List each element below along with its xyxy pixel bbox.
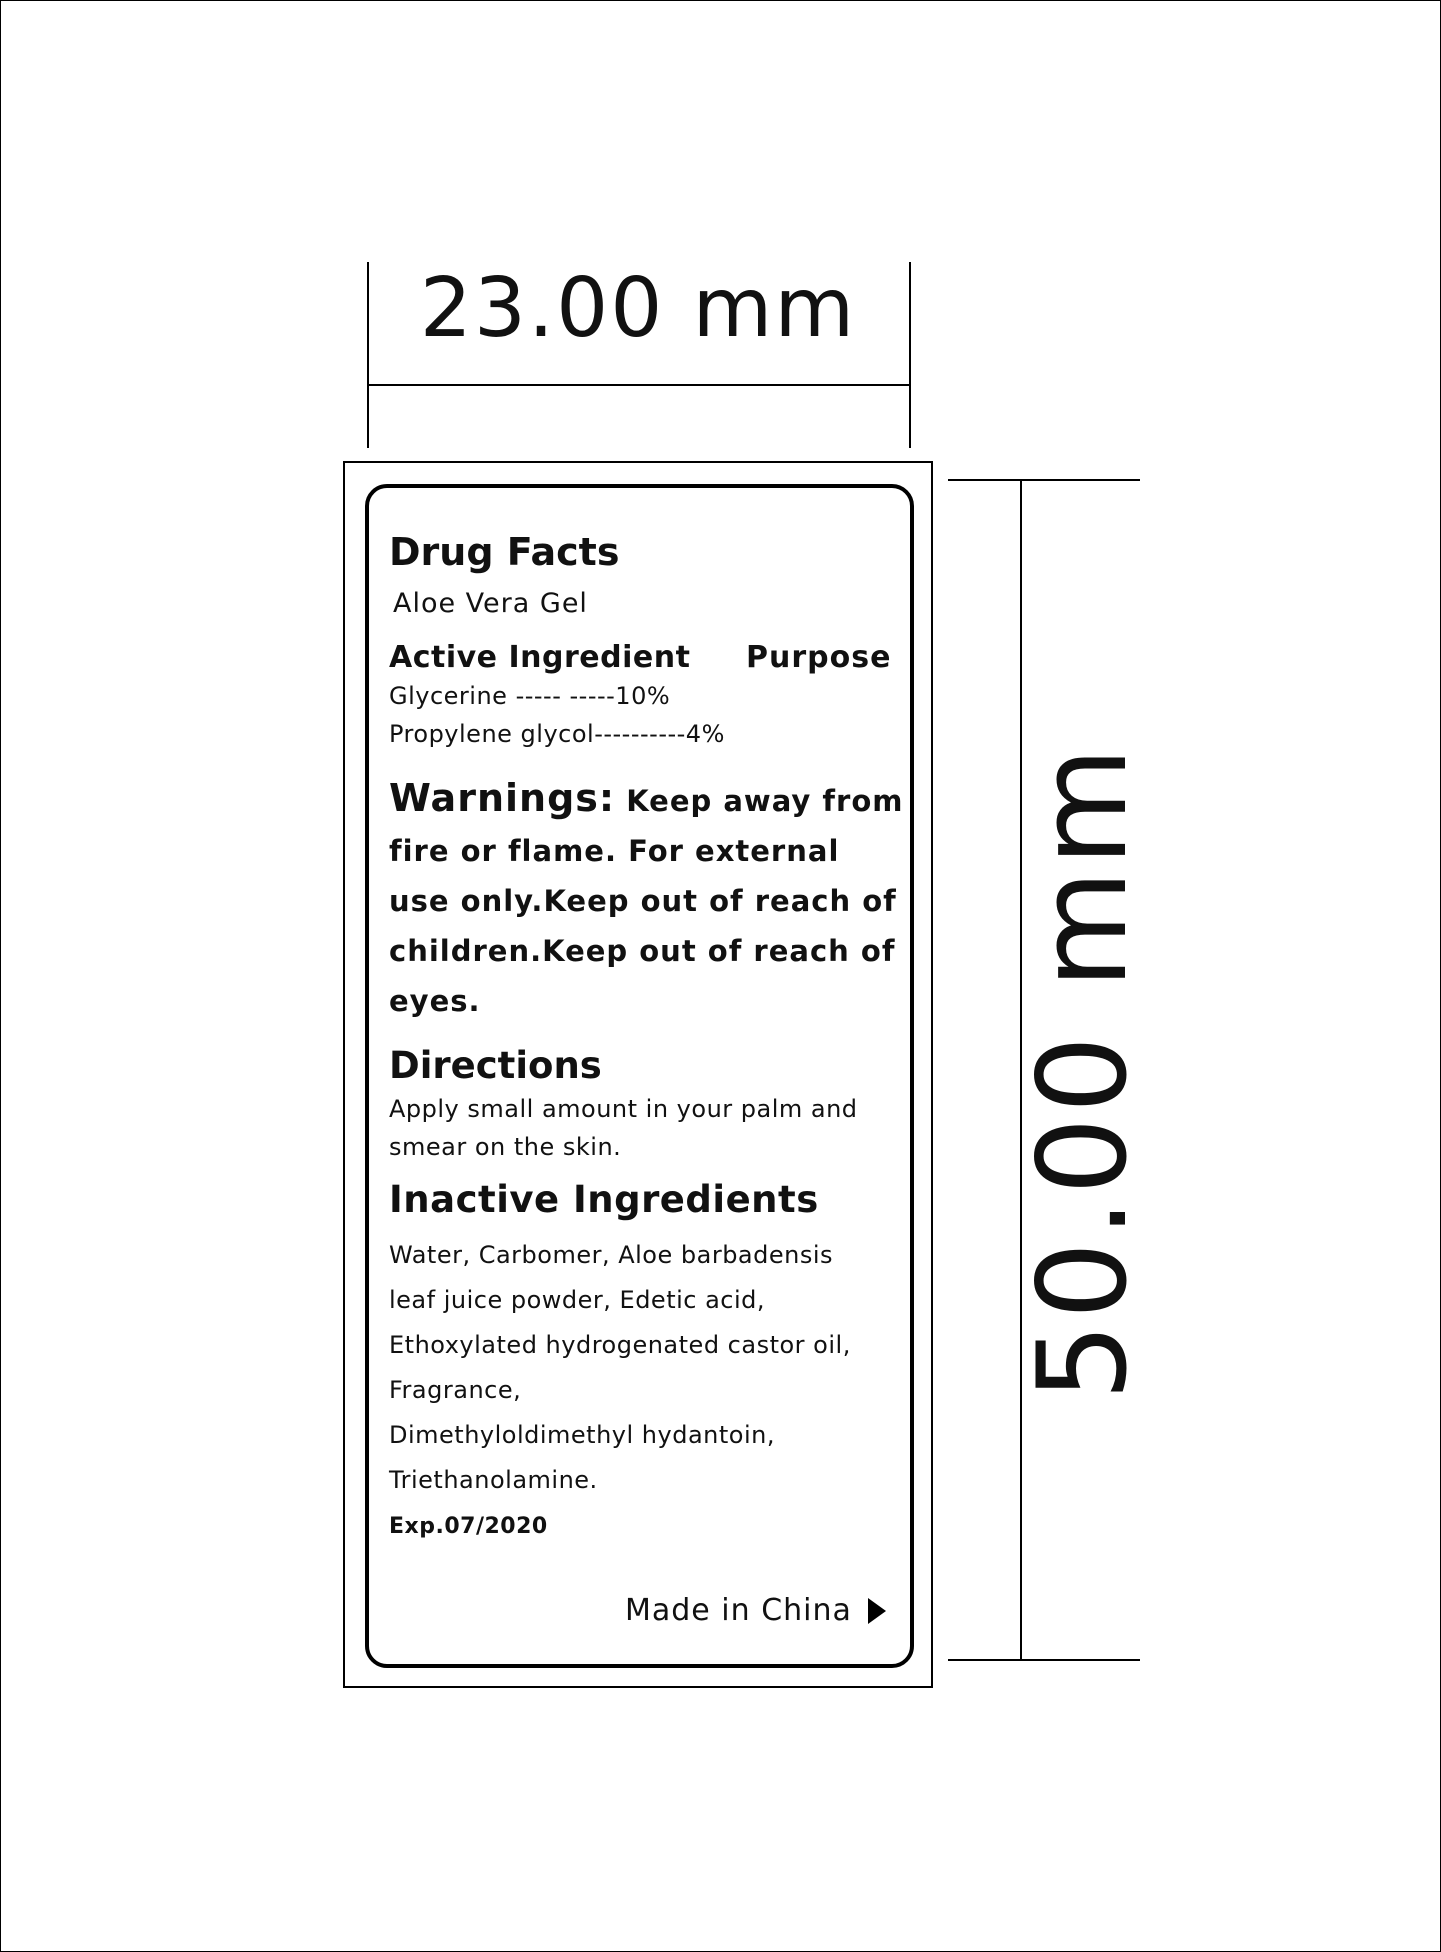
drug-facts-title: Drug Facts — [389, 530, 620, 574]
inactive-ingredient-line: Water, Carbomer, Aloe barbadensis — [389, 1241, 834, 1269]
warnings-text: Keep away from fire or flame. For external use only.Keep out of reach of children.Keep out of reach of eyes. — [389, 784, 904, 1018]
inactive-ingredient-line: Fragrance, — [389, 1376, 522, 1404]
active-ingredient-item: Propylene glycol----------4% — [389, 720, 725, 748]
inactive-ingredients-heading: Inactive Ingredients — [389, 1178, 819, 1221]
expiry-date: Exp.07/2020 — [389, 1514, 548, 1539]
warnings-section — [389, 773, 909, 1026]
purpose-heading: Purpose — [746, 640, 892, 675]
inactive-ingredients-list — [389, 1233, 909, 1503]
inactive-ingredient-line: Dimethyloldimethyl hydantoin, — [389, 1421, 775, 1449]
height-dimension-label: 50.00 mm — [1012, 743, 1154, 1401]
inactive-ingredient-line: leaf juice powder, Edetic acid, — [389, 1286, 766, 1314]
product-name: Aloe Vera Gel — [393, 588, 588, 619]
width-dimension-right-tick — [909, 262, 911, 448]
inactive-ingredient-line: Ethoxylated hydrogenated castor oil, — [389, 1331, 851, 1359]
inactive-ingredient-line: Triethanolamine. — [389, 1466, 598, 1494]
active-ingredient-heading: Active Ingredient — [389, 640, 691, 675]
width-dimension-label: 23.00 mm — [419, 261, 857, 356]
width-dimension-line — [367, 384, 911, 386]
warnings-heading: Warnings: — [389, 776, 616, 820]
active-ingredient-item: Glycerine ----- -----10% — [389, 682, 671, 710]
directions-heading: Directions — [389, 1044, 602, 1087]
height-dimension-top-tick — [948, 479, 1140, 481]
triangle-right-icon — [868, 1598, 886, 1624]
origin-text: Made in China — [625, 1593, 852, 1628]
directions-text: Apply small amount in your palm and smear on the skin. — [389, 1095, 858, 1161]
height-dimension-bottom-tick — [948, 1659, 1140, 1661]
